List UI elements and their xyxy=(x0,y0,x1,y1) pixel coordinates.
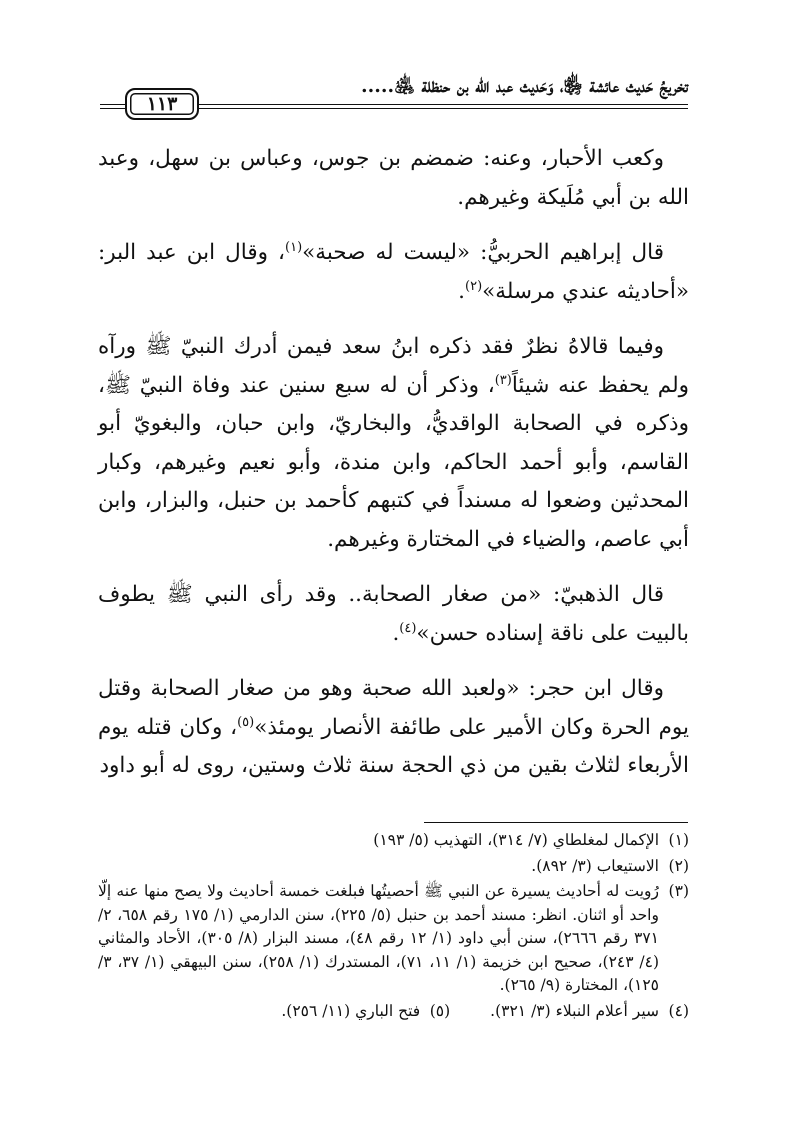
footnote-text: فتح الباري (١١/ ٢٥٦). xyxy=(281,1001,421,1020)
footnote-text: الإكمال لمغلطاي (٧/ ٣١٤)، التهذيب (٥/ ١٩٣) xyxy=(373,831,659,849)
footnote-ref: (٥) xyxy=(237,714,255,730)
footnote-number: (٥) xyxy=(429,1001,451,1020)
footnote-number: (١) xyxy=(668,831,689,849)
footnote xyxy=(281,1000,450,1024)
footnote-row xyxy=(98,1000,689,1026)
paragraph: وقال ابن حجر: «ولعبد الله صحبة وهو من صغار الصحابة وقتل يوم الحرة وكان الأمير على طائفة الأنصار يومئذ»$^{(٥)}$، وكان قتله يوم الأربعاء لثلاث بقين من ذي الحجة سنة ثلاث وستين، روى له أبو داود xyxy=(98,676,689,778)
footnote-text: رُويت له أحاديث يسيرة عن النبي ﷺ أحصيتُها فبلغت خمسة أحاديث ولا يصح منها عنه إلّا واحد أو اثنان. انظر: مسند أحمد بن حنبل (٥/ ٢٢٥)، سنن الدارمي (١/ ١٧٥ رقم ٦٥٨، ٢/ ٣٧١ رقم ٢٦٦٦)، سنن أبي داود (١/ ١٢ رقم ٤٨)، مسند البزار (٨/ ٣٠٥)، الأحاد والمثاني (٤/ ٢٤٣)، صحيح ابن خزيمة (١/ ١١، ٧١)، المستدرك (١/ ٢٥٨)، سنن البيهقي (١/ ٣٧، ٣/ ١٢٥)، المختارة (٩/ ٢٦٥). xyxy=(98,882,660,994)
footnote-number: (٤) xyxy=(668,1001,689,1020)
paragraph: وفيما قالاهُ نظرٌ فقد ذكره ابنُ سعد فيمن أدرك النبيّ ﷺ ورآه ولم يحفظ عنه شيئاً$^{(٣)}$، وذكر أن له سبع سنين عند وفاة النبيّ ﷺ، وذكره في الصحابة الواقديُّ، والبخاريّ، وابن حبان، والبغويّ أبو القاسم، وأبو أحمد الحاكم، وابن مندة، وأبو نعيم وغيرهم، وكبار المحدثين وضعوا له مسنداً في كتبهم كأحمد بن حنبل، والبزار، وابن أبي عاصم، والضياء في المختارة وغيرهم. xyxy=(98,334,689,552)
footnote-ref: (٤) xyxy=(399,620,417,636)
footnote-ref: (١) xyxy=(285,239,303,255)
footnote xyxy=(98,880,689,998)
footnote-ref: (٣) xyxy=(494,372,512,388)
footnote xyxy=(98,855,689,879)
page-number: ١١٣ xyxy=(146,93,178,115)
running-header xyxy=(100,74,688,114)
running-title: تخريجُ حَديث عائشة ﵂، وَحَديث عبد الله بن حنظلة ﵁..... xyxy=(355,74,688,104)
footnote-number: (٢) xyxy=(668,856,689,875)
paragraph: قال الذهبيّ: «من صغار الصحابة.. وقد رأى النبي ﷺ يطوف بالبيت على ناقة إسناده حسن»$^{(٤)}$. xyxy=(98,582,689,646)
footnote-separator xyxy=(424,822,688,823)
footnotes xyxy=(98,829,689,1025)
main-text xyxy=(98,140,689,786)
paragraph: وكعب الأحبار، وعنه: ضمضم بن جوس، وعباس بن سهل، وعبد الله بن أبي مُلَيكة وغيرهم. xyxy=(98,146,689,210)
paragraph: قال إبراهيم الحربيُّ: «ليست له صحبة»$^{(١)}$، وقال ابن عبد البر: «أحاديثه عندي مرسلة»$^{(٢)}$. xyxy=(98,239,689,304)
footnote xyxy=(98,829,689,853)
footnote xyxy=(490,1000,689,1024)
page-number-frame xyxy=(125,88,199,120)
footnote-ref: (٢) xyxy=(465,278,483,294)
footnote-number: (٣) xyxy=(668,882,689,900)
footnote-text: سير أعلام النبلاء (٣/ ٣٢١). xyxy=(490,1001,659,1020)
footnote-text: الاستيعاب (٣/ ٨٩٢). xyxy=(531,856,659,875)
